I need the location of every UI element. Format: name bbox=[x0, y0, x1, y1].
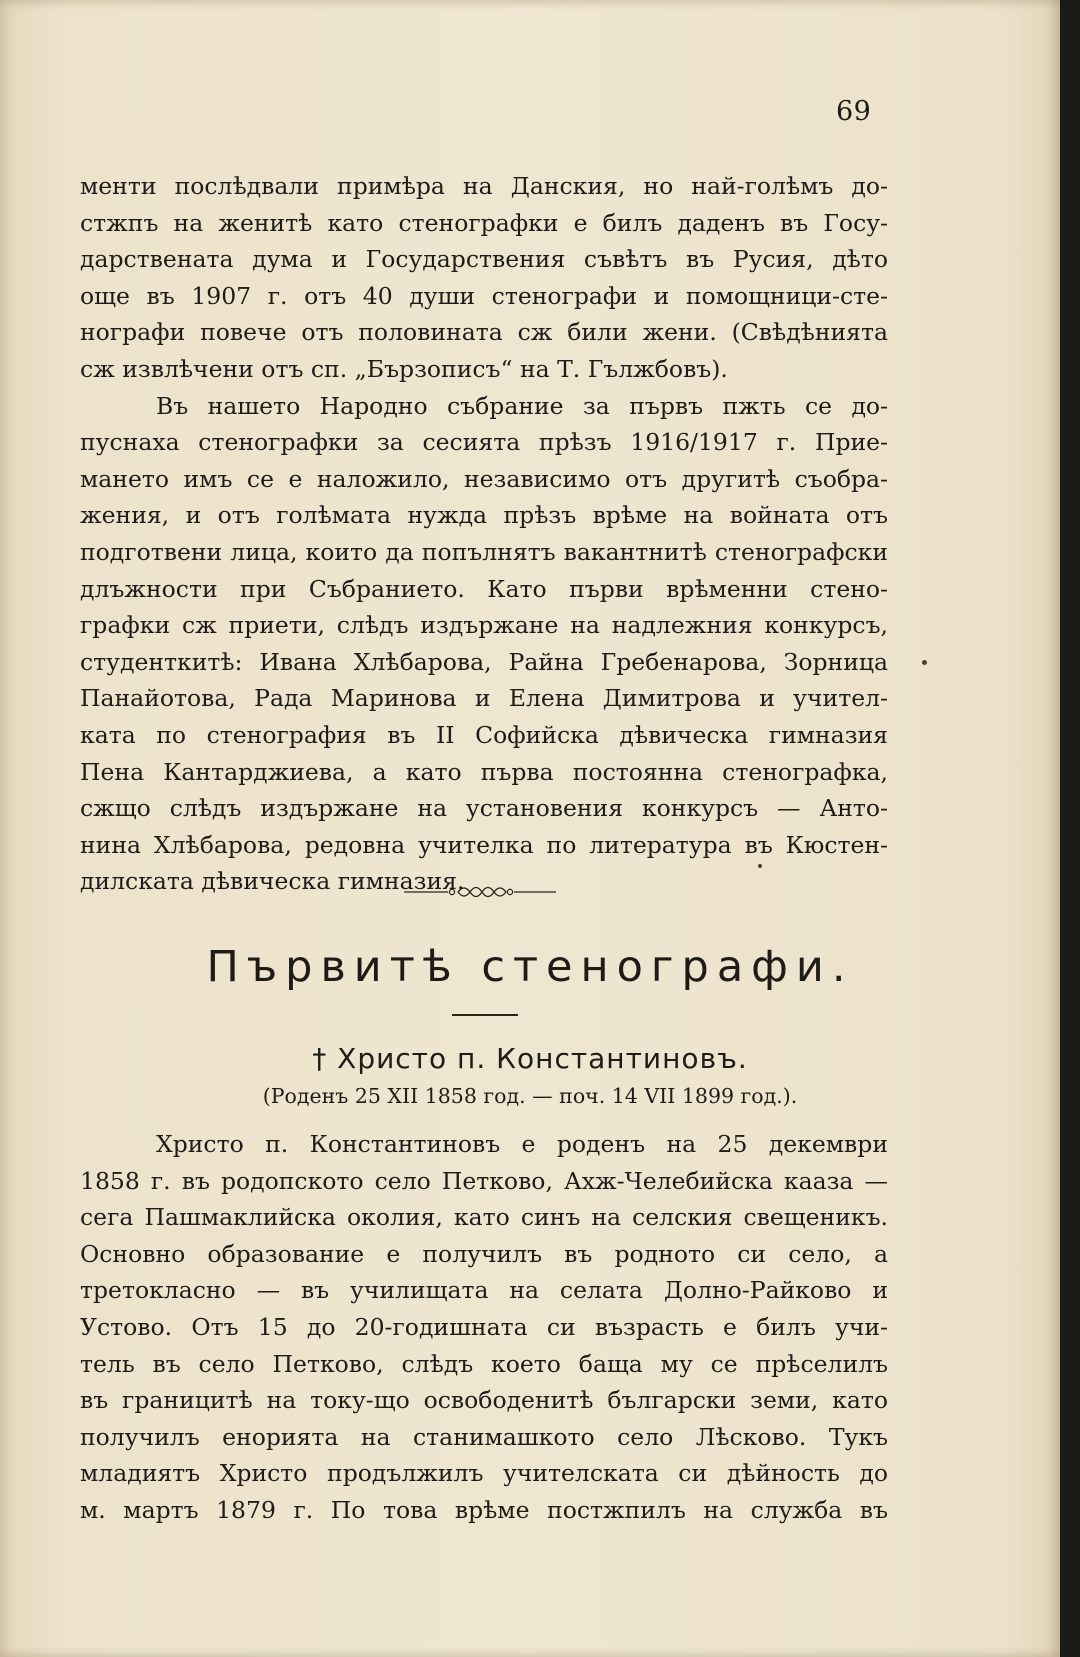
text-line: ката по стенография въ II Софийска дѣвическа гимназия bbox=[80, 720, 888, 749]
biography-dates: (Роденъ 25 XII 1858 год. — поч. 14 VII 1899 год.). bbox=[262, 1084, 798, 1108]
text-line: графки сж приети, слѣдъ издържане на надлежния конкурсъ, bbox=[80, 611, 888, 640]
text-line: Христо п. Константиновъ е роденъ на 25 декември bbox=[156, 1130, 888, 1158]
text-line: сега Пашмаклийска околия, като синъ на селския свещеникъ. bbox=[80, 1203, 888, 1232]
text-line: подготвени лица, които да попълнятъ вакантнитѣ стенографски bbox=[80, 537, 888, 566]
text-line: получилъ енорията на станимашкото село Лѣсково. Тукъ bbox=[80, 1422, 888, 1451]
text-line: дарствената дума и Государствения съвѣтъ въ Русия, дѣто bbox=[80, 245, 888, 274]
text-line: нина Хлѣбарова, редовна учителка по литература въ Кюстен- bbox=[80, 830, 888, 859]
text-line: още въ 1907 г. отъ 40 души стенографи и помощници-сте- bbox=[80, 281, 888, 310]
page-number: 69 bbox=[836, 96, 872, 127]
body-text-top bbox=[80, 168, 888, 900]
text-line: студенткитѣ: Ивана Хлѣбарова, Райна Гребенарова, Зорница bbox=[80, 647, 888, 676]
text-line: Устово. Отъ 15 до 20-годишната си възрасть е билъ учи- bbox=[80, 1312, 888, 1341]
text-line: Пена Кантарджиева, а като първа постоянна стенографка, bbox=[80, 757, 888, 786]
biography-heading: † Христо п. Константиновъ. bbox=[312, 1042, 748, 1075]
text-line: тель въ село Петково, слѣдъ което баща му се прѣселилъ bbox=[80, 1349, 888, 1378]
text-line: Панайотова, Рада Маринова и Елена Димитрова и учител- bbox=[80, 684, 888, 713]
text-line: стжпъ на женитѣ като стенографки е билъ даденъ въ Госу- bbox=[80, 208, 888, 237]
text-line: въ границитѣ на току-що освободенитѣ български земи, като bbox=[80, 1386, 888, 1415]
text-line: жения, и отъ голѣмата нужда прѣзъ врѣме на войната отъ bbox=[80, 501, 888, 530]
text-line: сж извлѣчени отъ сп. „Бързописъ“ на Т. Гължбовъ). bbox=[80, 354, 728, 383]
paper-speck bbox=[922, 660, 927, 665]
text-line: пуснаха стенографки за сесията прѣзъ 1916/1917 г. Прие- bbox=[80, 428, 888, 457]
body-text-bottom bbox=[80, 1126, 888, 1529]
text-line: Въ нашето Народно събрание за първъ пжть се до- bbox=[156, 391, 888, 420]
text-line: Основно образование е получилъ въ родното си село, а bbox=[80, 1239, 888, 1268]
text-line: 1858 г. въ родопското село Петково, Ахж-Челебийска кааза — bbox=[80, 1166, 888, 1195]
paper-speck bbox=[758, 864, 762, 868]
text-line: м. мартъ 1879 г. По това врѣме постжпилъ на служба въ bbox=[80, 1495, 888, 1524]
text-line: сжщо слѣдъ издържане на установения конкурсъ — Анто- bbox=[80, 794, 888, 823]
text-line: младиятъ Христо продължилъ учителската си дѣйность до bbox=[80, 1459, 888, 1488]
text-line: третокласно — въ училищата на селата Долно-Райково и bbox=[80, 1276, 888, 1305]
section-heading: Първитѣ стенографи. bbox=[206, 942, 854, 992]
text-line: мането имъ се е наложило, независимо отъ другитѣ съобра- bbox=[80, 464, 888, 493]
text-line: нографи повече отъ половината сж били жени. (Свѣдѣнията bbox=[80, 318, 888, 347]
heading-rule bbox=[452, 1014, 518, 1016]
text-line: длъжности при Събранието. Като първи врѣменни стено- bbox=[80, 574, 888, 603]
text-line: дилската дѣвическа гимназия. bbox=[80, 867, 465, 896]
section-divider-ornament bbox=[404, 880, 556, 904]
text-line: менти послѣдвали примѣра на Данския, но най-голѣмъ до- bbox=[80, 172, 888, 200]
